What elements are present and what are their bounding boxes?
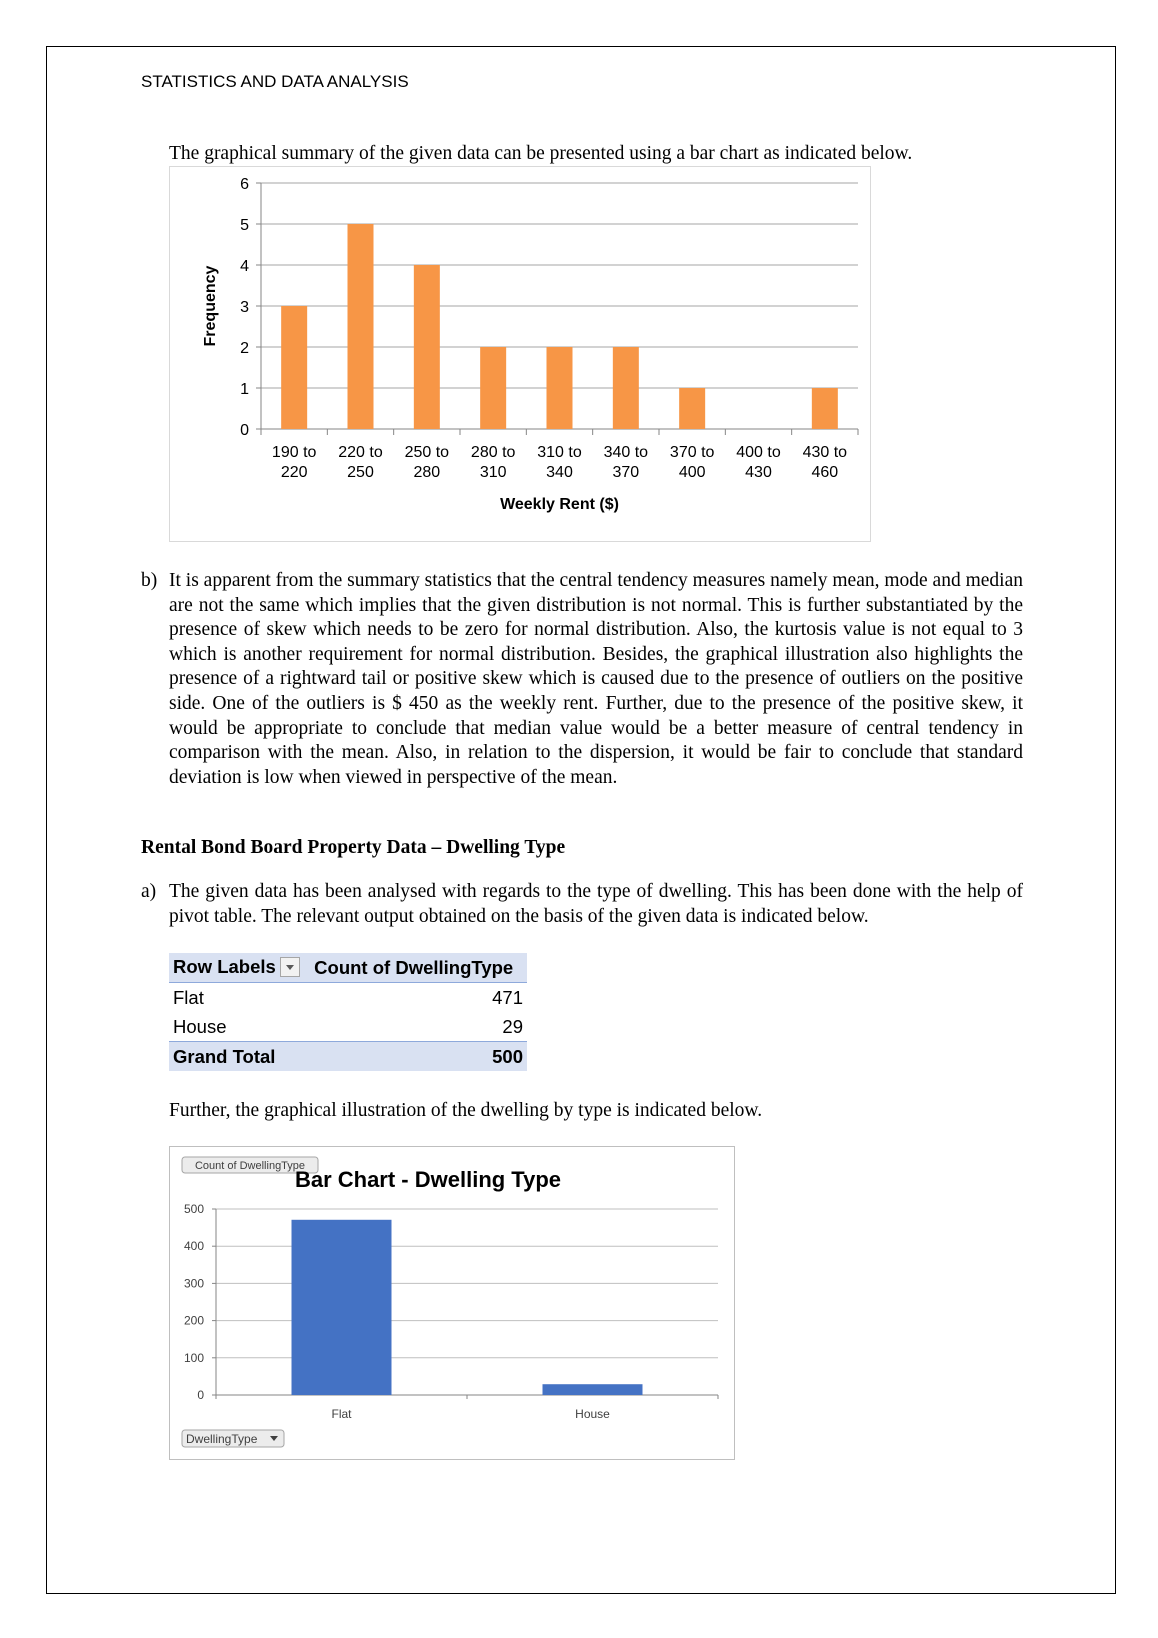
bar <box>679 388 705 429</box>
pivot-row-label: Flat <box>173 986 204 1008</box>
y-tick-label: 0 <box>240 422 249 439</box>
y-axis-title: Frequency <box>202 265 219 347</box>
pivot-total-label: Grand Total <box>169 1042 310 1072</box>
further-paragraph: Further, the graphical illustration of the dwelling by type is indicated below. <box>169 1100 763 1121</box>
bar <box>348 224 374 429</box>
y-tick-label: 500 <box>183 1202 204 1216</box>
bar <box>292 1220 392 1395</box>
bar <box>480 347 506 429</box>
y-tick-label: 6 <box>240 176 249 193</box>
filter-dropdown-icon[interactable] <box>280 957 300 977</box>
x-tick-label: 460 <box>811 464 839 481</box>
x-tick-label: 400 <box>678 464 706 481</box>
x-tick-label: 280 <box>413 464 441 481</box>
y-tick-label: 1 <box>240 381 249 398</box>
pivot-row-value: 29 <box>502 1015 523 1037</box>
bar <box>547 347 573 429</box>
paragraph-a-text: The given data has been analysed with regards to the type of dwelling. This has been done with the help of pivot table. The relevant output obtained on the basis of the given data is indicated below. <box>169 881 1023 927</box>
pivot-header-row-labels <box>169 953 310 983</box>
chart-title: Bar Chart - Dwelling Type <box>294 1167 562 1192</box>
x-tick-label: 430 to <box>802 444 848 461</box>
pivot-row-value: 471 <box>492 986 523 1008</box>
paragraph-b-text: It is apparent from the summary statistics that the central tendency measures namely mean, mode and median are not the same which implies that the given distribution is not normal. This is further substantiated by the presence of skew which needs to be zero for normal distribution. Also, the kurtosis value is not equal to 3 which is another requirement for normal distribution. Besides, the graphical illustration also highlights the presence of a rightward tail or positive skew which is caused due to the presence of outliers on the positive side. One of the outliers is $ 450 as the weekly rent. Further, due to the presence of the positive skew, it would be appropriate to conclude that median value would be a better measure of central tendency in comparison with the mean. Also, in relation to the dispersion, it would be fair to conclude that standard deviation is low when viewed in perspective of the mean. <box>169 570 1023 788</box>
x-tick-label: 310 <box>479 464 507 481</box>
x-tick-label: 220 <box>280 464 308 481</box>
y-tick-label: 0 <box>197 1388 204 1402</box>
y-tick-label: 5 <box>240 217 249 234</box>
pivot-total-value: 500 <box>310 1042 527 1072</box>
bar <box>543 1384 643 1395</box>
x-tick-label: 340 <box>546 464 573 481</box>
x-tick-label: 220 to <box>338 444 383 461</box>
dwelling-type-chart-svg <box>170 1147 734 1459</box>
x-axis-title: Weekly Rent ($) <box>500 496 619 513</box>
x-tick-label: 340 to <box>603 444 649 461</box>
y-tick-label: 100 <box>183 1350 204 1365</box>
x-tick-label: 370 <box>612 464 640 481</box>
running-header: STATISTICS AND DATA ANALYSIS <box>141 72 409 91</box>
table-row <box>169 1012 527 1042</box>
dwelling-type-chart <box>169 1146 735 1460</box>
y-tick-label: 4 <box>240 258 249 275</box>
pivot-total-row <box>169 1042 527 1072</box>
x-tick-label: 370 to <box>669 444 715 461</box>
table-row <box>169 983 527 1013</box>
x-tick-label: 250 to <box>404 444 450 461</box>
y-tick-label: 400 <box>183 1239 204 1254</box>
pivot-table <box>169 953 527 1071</box>
bar <box>281 306 307 429</box>
x-tick-label: 250 <box>347 464 374 481</box>
y-tick-label: 2 <box>240 340 249 357</box>
axis-field-button-label: DwellingType <box>186 1432 258 1446</box>
bar <box>812 388 838 429</box>
x-tick-label: Flat <box>331 1407 352 1421</box>
pivot-header-row <box>169 953 527 983</box>
pivot-header-count: Count of DwellingType <box>310 953 527 983</box>
intro-paragraph: The graphical summary of the given data can be presented using a bar chart as indicated below. <box>169 143 913 164</box>
values-field-button-label: Count of DwellingType <box>194 1160 306 1172</box>
weekly-rent-chart-svg <box>170 167 870 541</box>
bar <box>414 265 440 429</box>
y-tick-label: 3 <box>240 299 249 316</box>
x-tick-label: 310 to <box>537 444 582 461</box>
weekly-rent-chart <box>169 166 871 542</box>
x-tick-label: House <box>575 1407 610 1421</box>
x-tick-label: 400 to <box>736 444 781 461</box>
x-tick-label: 280 to <box>470 444 516 461</box>
x-tick-label: 430 <box>745 464 772 481</box>
section-heading: Rental Bond Board Property Data – Dwelling Type <box>141 837 566 858</box>
x-tick-label: 190 to <box>271 444 317 461</box>
y-tick-label: 300 <box>183 1276 204 1291</box>
row-labels-heading: Row Labels <box>173 956 276 978</box>
y-tick-label: 200 <box>183 1313 204 1328</box>
list-marker-b: b) <box>141 570 158 591</box>
bar <box>613 347 639 429</box>
pivot-row-label: House <box>173 1015 227 1037</box>
list-marker-a: a) <box>141 881 157 902</box>
